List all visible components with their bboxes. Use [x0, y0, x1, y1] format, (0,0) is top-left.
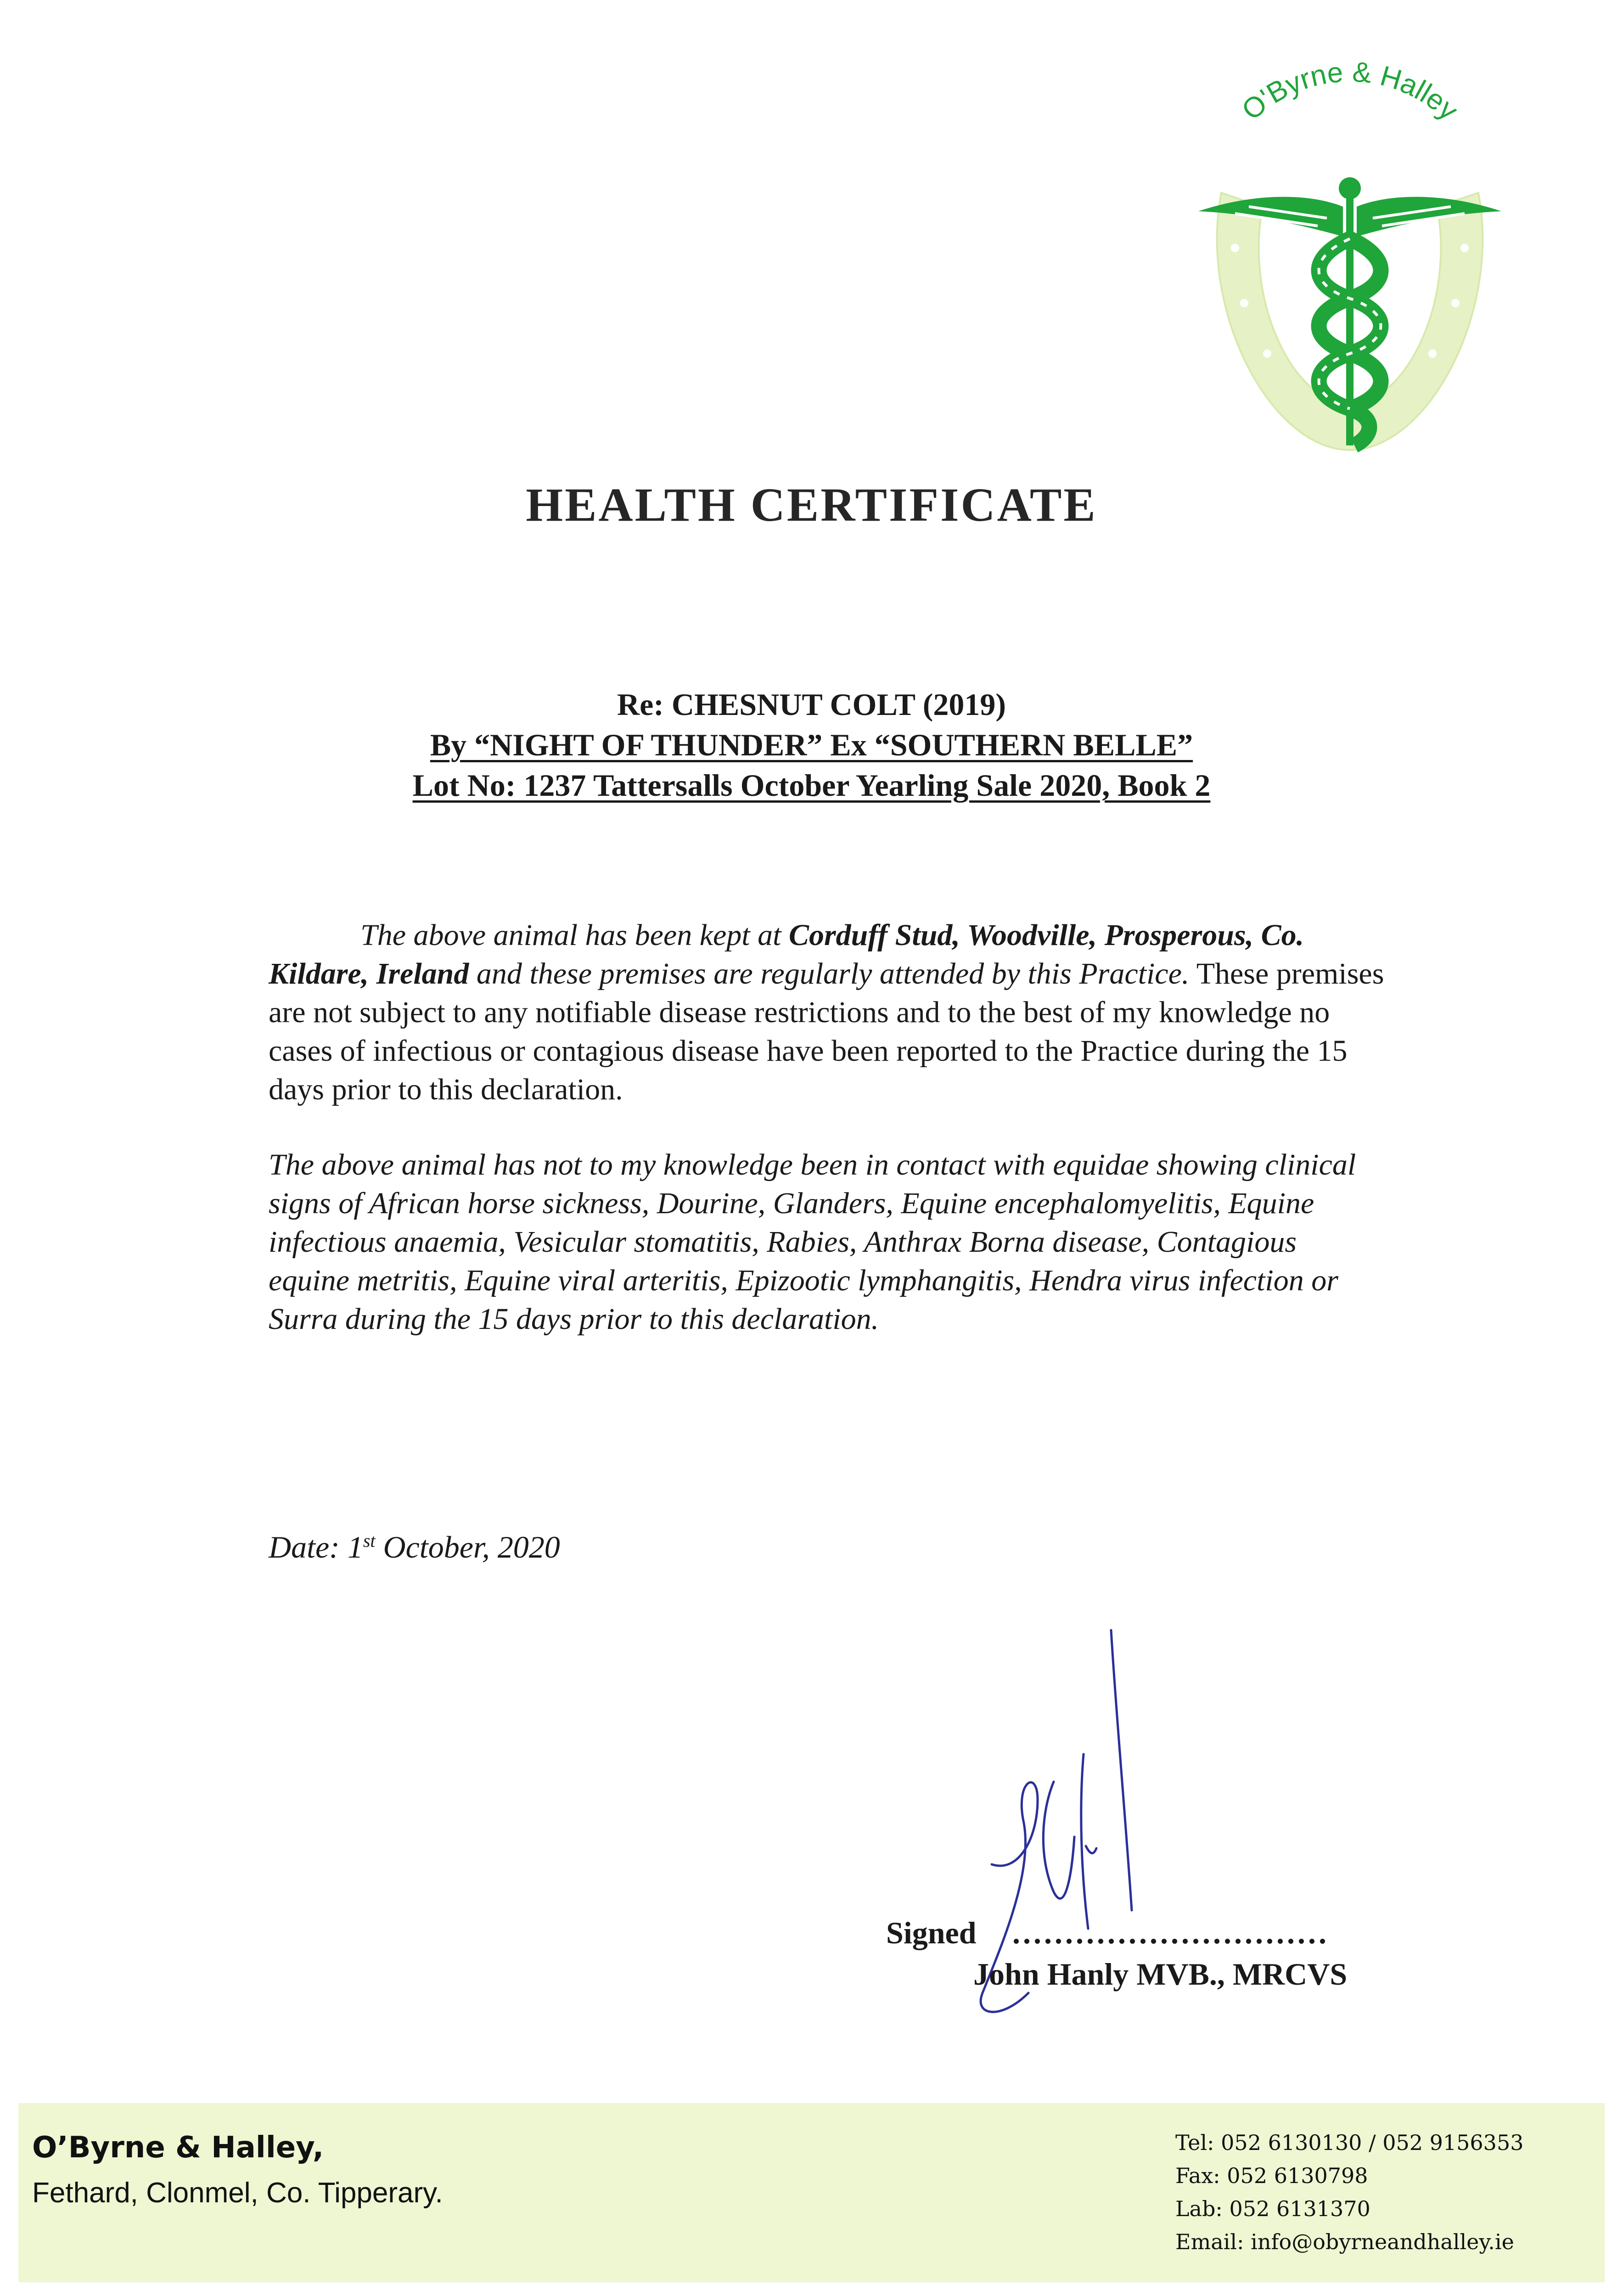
lot-line: Lot No: 1237 Tattersalls October Yearling Sale 2020, Book 2	[412, 768, 1211, 803]
subject-line: Re: CHESNUT COLT (2019)	[617, 687, 1006, 722]
breeding-line: By “NIGHT OF THUNDER” Ex “SOUTHERN BELLE”	[430, 727, 1193, 762]
date-prefix: Date: 1	[269, 1530, 363, 1564]
practice-logo	[1180, 55, 1520, 459]
date-suffix: st	[363, 1530, 376, 1551]
premises-location-2: Co. Kildare, Ireland	[269, 918, 1304, 990]
signer-name: John Hanly MVB., MRCVS	[973, 1957, 1348, 1992]
date-rest: October, 2020	[375, 1530, 560, 1564]
premises-paragraph	[269, 916, 1384, 1109]
signed-label: Signed	[886, 1915, 977, 1950]
subject-block	[0, 684, 1623, 805]
footer	[18, 2103, 1605, 2282]
premises-text-1: The above animal has been kept at	[360, 918, 789, 952]
footer-tel: Tel: 052 6130130 / 052 9156353	[1175, 2130, 1524, 2155]
footer-email: Email: info@obyrneandhalley.ie	[1175, 2229, 1514, 2254]
document-title: HEALTH CERTIFICATE	[526, 478, 1097, 531]
premises-text-2: and these premises are regularly attended by this Practice.	[469, 957, 1190, 990]
premises-text-3: These premises are not subject to any notifiable disease restrictions and to the best of my knowledge no cases of infectious or contagious disease have been reported to the Practice during the 15 days prior to this declaration.	[269, 957, 1384, 1106]
premises-location-1: Corduff Stud, Woodville, Prosperous,	[788, 918, 1254, 952]
date-line	[269, 1529, 560, 1565]
svg-text:O'Byrne & Halley	[1236, 56, 1464, 126]
footer-address: Fethard, Clonmel, Co. Tipperary.	[32, 2177, 443, 2209]
footer-firm-name: O’Byrne & Halley,	[32, 2131, 324, 2165]
logo-text: O'Byrne & Halley	[1236, 56, 1464, 127]
footer-fax: Fax: 052 6130798	[1175, 2163, 1368, 2188]
footer-contact	[1175, 2126, 1523, 2258]
contact-paragraph: The above animal has not to my knowledge been in contact with equidae showing clinical signs of African horse sickness, Dourine, Glanders, Equine encephalomyelitis, Equine infectious anaemia, Vesicular stomatitis, Rabies, Anthrax Borna disease, Contagious equine metritis, Equine viral arteritis, Epizootic lymphangitis, Hendra virus infection or Surra during the 15 days prior to this declaration.	[269, 1148, 1356, 1336]
signature-line: ..............................	[1012, 1915, 1329, 1950]
footer-lab: Lab: 052 6131370	[1175, 2196, 1370, 2221]
